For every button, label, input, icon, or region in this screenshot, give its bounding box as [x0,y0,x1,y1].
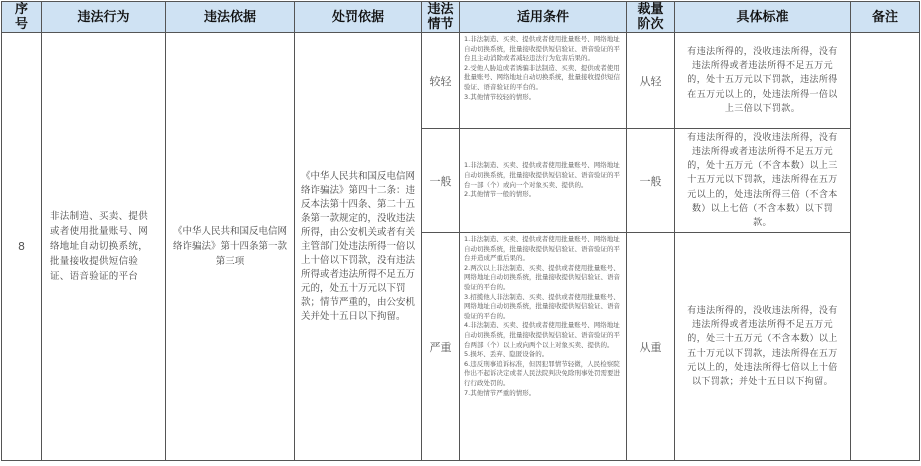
table-row-light [2,33,920,129]
standard-light: 有违法所得的，没收违法所得，没有违法所得或者违法所得不足五万元的，处十五万元以下罚款，违法所得在五万元以上的，处违法所得一倍以上三倍以下罚款。 [675,33,851,129]
step-severe: 从重 [627,233,675,461]
condition-item: 1.非法制造、买卖、提供或者使用批量账号、网络地址自动切换系统，批量接收提供短信验证、语音验证的平台并造成严重后果的。 [464,235,620,263]
step-general: 一般 [627,129,675,233]
standard-severe: 有违法所得的，没收违法所得，没有违法所得或者违法所得不足五万元的，处三十五万元（不含本数）以上五十万元以下罚款，违法所得在五万元以上的，处违法所得七倍以上十倍以下罚款；并处十五日以下拘留。 [675,233,851,461]
circumstance-severe: 严重 [422,233,460,461]
condition-item: 2.两次以上非法制造、买卖、提供或者使用批量账号、网络地址自动切换系统，批量接收提供短信验证、语音验证的平台的。 [464,263,620,291]
header-idx: 序号 [2,2,42,33]
circumstance-general: 一般 [422,129,460,233]
condition-item: 3.招揽他人非法制造、买卖、提供或者使用批量账号、网络地址自动切换系统，批量接收提供短信验证、语音验证的平台的。 [464,292,620,320]
violation-act: 非法制造、买卖、提供或者使用批量账号、网络地址自动切换系统，批量接收提供短信验证、语音验证的平台 [42,33,166,461]
note-cell [851,33,920,461]
condition-item: 1.非法制造、买卖、提供或者使用批量账号、网络地址自动切换系统，批量接收提供短信验证、语音验证的平台且主动消除或者减轻违法行为危害后果的。 [464,35,620,63]
row-index: 8 [2,33,42,461]
header-note: 备注 [851,2,920,33]
header-act: 违法行为 [42,2,166,33]
penalty-table [1,1,920,461]
condition-item: 3.其他情节较轻的情形。 [464,92,536,101]
step-light: 从轻 [627,33,675,129]
conditions-general [460,129,627,233]
condition-item: 5.损坏、丢弃、隐匿设备的。 [464,350,549,359]
standard-general: 有违法所得的，没收违法所得，没有违法所得或者违法所得不足五万元的，处十五万元（不含本数）以上三十五万元以下罚款，违法所得在五万元以上的，处违法所得三倍（不含本数）以上七倍（不含本数）以下罚款。 [675,129,851,233]
header-basis: 违法依据 [166,2,295,33]
conditions-light [460,33,627,129]
condition-item: 2.其他情节一般的情形。 [464,190,536,199]
condition-item: 4.非法制造、买卖、提供或者使用批量账号、网络地址自动切换系统，批量接收提供短信验证、语音验证的平台两部（个）以上或向两个以上对象买卖、提供的。 [464,321,620,349]
header-standard: 具体标准 [675,2,851,33]
condition-item: 7.其他情节严重的情形。 [464,388,536,397]
header-conditions: 适用条件 [460,2,627,33]
conditions-severe [460,233,627,461]
circumstance-light: 较轻 [422,33,460,129]
condition-item: 1.非法制造、买卖、提供或者使用批量账号、网络地址自动切换系统，批量接收提供短信验证、语音验证的平台一部（个）或向一个对象买卖、提供的。 [464,161,620,189]
header-step: 裁量阶次 [627,2,675,33]
violation-basis: 《中华人民共和国反电信网络诈骗法》第十四条第一款第三项 [166,33,295,461]
header-penalty: 处罚依据 [295,2,422,33]
header-circumstance: 违法情节 [422,2,460,33]
header-row [2,2,920,33]
condition-item: 2.受他人胁迫或者诱骗非法制造、买卖、提供或者使用批量账号、网络地址自动切换系统，批量接收提供短信验证、语音验证的平台的。 [464,63,620,91]
penalty-basis: 《中华人民共和国反电信网络诈骗法》第四十二条：违反本法第十四条、第二十五条第一款规定的，没收违法所得，由公安机关或者有关主管部门处违法所得一倍以上十倍以下罚款，没有违法所得或者违法所得不足五万元的，处五十万元以下罚款；情节严重的，由公安机关并处十五日以下拘留。 [295,33,422,461]
condition-item: 6.违反刑事追诉标准，但因犯罪情节轻微，人民检察院作出不起诉决定或者人民法院判决免除刑事处罚需要进行行政处罚的。 [464,359,620,387]
